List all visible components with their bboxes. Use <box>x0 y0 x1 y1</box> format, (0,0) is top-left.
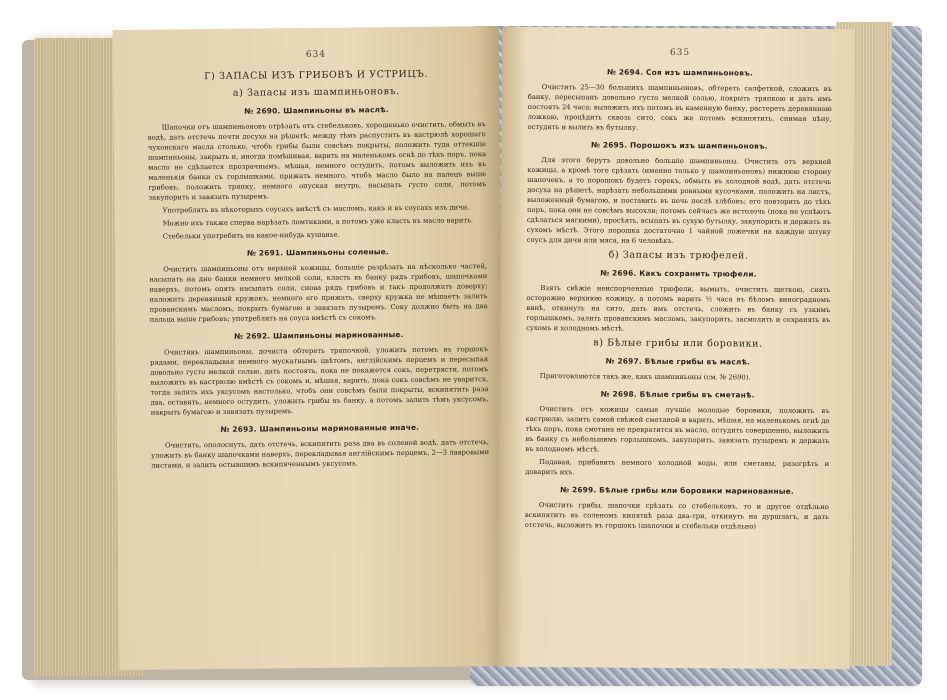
recipe-title: № 2693. Шампиньоны маринованные иначе. <box>220 422 420 434</box>
recipe-title: № 2696. Какъ сохранить трюфели. <box>600 268 757 279</box>
recipe-paragraph: Взять свѣжіе неиспорченные трюфели, вымыть, очистить щеткою, снять осторожно верхнюю кожицу, а потомъ варить ½ часа въ бѣломъ виноградномъ винѣ, откинуть на сито, дать имъ отстечь, сложить въ банку съ узкимъ горлышкомъ, залить прованскимъ масломъ, закупорить, засмолить и сохранять въ сухомъ и холодномъ мѣстѣ. <box>526 284 831 333</box>
recipe-paragraph: Подавая, прибавить немного холодной воды, или сметаны, разогрѣть и доварить ихъ. <box>525 458 830 477</box>
recipe-paragraph: Очистивъ шампиньоны, дочиста обтереть тряпочкой, уложить потомъ въ горшокъ рядами, перекладывая немного мускатнымъ цвѣтомъ, англійскимъ перцемъ и пересыпая довольно густо мелкой солью, дать постоять, пока не покажется сокъ, перетрясти, потомъ выложить въ кастрюлю вмѣстѣ съ сокомъ и, мѣшая, варить, пока сокъ совсѣмъ не уварится, тогда залить ихъ уксусомъ настолько, чтобъ они совсѣмъ были покрыты, вскипятить раза два, оставить, немного остудить, уложить грибы въ банку, а потомъ залить тѣмъ уксусомъ, накрыть бумагою и завязать пузыремъ. <box>150 345 489 417</box>
recipe-paragraph: Очистить 25—30 большихъ шампиньоновъ, обтереть салфеткой, сложить въ банку, пересыпанъ довольно густо мелкой солью, покрыть тряпкою и дать имъ постоять 24 часа; выложить ихъ потомъ въ каменную банку, растереть деревянною ложкою, процѣдить сквозь сито, сокъ же потомъ вскипятить, снимая пѣну, остудить и вылить въ бутылку. <box>527 83 832 132</box>
right-page <box>498 27 854 669</box>
recipe-paragraph: Стебельки употребить на какое-нибудь кушанье. <box>162 230 340 241</box>
recipe-title: № 2699. Бѣлые грибы или боровики маринованные. <box>560 485 794 496</box>
recipe-title: № 2697. Бѣлые грибы въ маслѣ. <box>605 356 751 367</box>
page-number: 635 <box>669 47 691 59</box>
recipe-title: № 2690. Шампиньоны въ маслѣ. <box>244 105 389 116</box>
recipe-title: № 2691. Шампиньоны соленые. <box>246 247 390 258</box>
chapter-heading: Г) ЗАПАСЫ ИЗЪ ГРИБОВЪ И УСТРИЦЪ. <box>204 68 429 83</box>
page-number: 634 <box>305 49 327 61</box>
section-heading: в) Бѣлые грибы или боровики. <box>593 337 763 350</box>
recipe-paragraph: Шапочки отъ шампиньоновъ отрѣзать отъ стебельковъ, хорошенько очистить, обмыть въ водѣ, дать отстечь почти досуха на рѣшетѣ; между тѣмъ распустить въ кастрюлѣ хорошаго чухонскаго масла столько, чтобъ грибы были совсѣмъ покрыты, положить туда оттекшіе шампиньоны, закрыть и, иногда помѣшивая, варить на маленькомъ огнѣ до тѣхъ поръ, пока масло не сдѣлается прозрачнымъ, мѣшая, немного остудить, потомъ выложить ихъ въ маленькія банки съ горлышками, прижать немного, чтобъ масло было на палецъ выше грибовъ, положить тряпку, немного опуская внутрь, насыпать густо соли, потомъ закупорить и завязать пузыремъ. <box>147 120 487 202</box>
recipe-paragraph: Очистить отъ кожицы самые лучшіе молодые боровики, положить въ кастрюлю, залить самой свѣжей сметаной и варить, мѣшая, на маленькомъ огнѣ до тѣхъ поръ, пока сметана не превратится въ масло, остудить совершенно, выложить въ банку съ небольшимъ горлышкомъ, закупорить, завязать пузыремъ и держать въ холодномъ мѣстѣ. <box>525 405 830 454</box>
recipe-paragraph: Можно ихъ также сперва нарѣзать ломтиками, а потомъ уже класть въ масло варить. <box>162 216 474 228</box>
recipe-title: № 2698. Бѣлые грибы въ сметанѣ. <box>600 389 755 400</box>
recipe-paragraph: Для этого берутъ довольно большіе шампиньоны. Очистить отъ верхней кожицы, а кромѣ того срѣзать (именно только у шампиньоновъ) нижнюю сторону шапочекъ, а то порошокъ будетъ горекъ, обмыть въ холодной водѣ, дать отстечь досуха на рѣшетѣ, нарѣзать небольшими ровными кусочками, положить на листъ, выложенный бумагою, и поставить въ печь послѣ хлѣбовъ; его повторить до тѣхъ поръ, пока они не совсѣмъ высохли; потомъ сейчасъ же истолочь (пока не успѣютъ сдѣлаться мягкими), просѣять, всыпать въ сухую бутылку, закупорить и держать въ сухомъ мѣстѣ. Этого порошка достаточно 1 чайной ложечки на каждую штуку соусъ для дичи или мяса, на 6 человѣкъ. <box>526 156 832 245</box>
left-page <box>113 26 506 670</box>
section-heading: б) Запасы изъ трюфелей. <box>608 249 749 262</box>
recipe-paragraph: Очистить, ополоснуть, дать отстечь, вскипятить раза два въ соленой водѣ, дать отстечь, уложить въ банку шапочками наверхъ, перекладывая англійскимъ перцемъ, 2—3 лавровыми листами, и залить остывшимъ вскипяченнымъ уксусомъ. <box>151 438 490 470</box>
recipe-title: № 2694. Соя изъ шампиньоновъ. <box>606 67 753 78</box>
recipe-title: № 2695. Порошокъ изъ шампиньоновъ. <box>590 140 768 151</box>
section-heading: а) Запасы изъ шампиньоновъ. <box>232 86 400 99</box>
recipe-title: № 2692. Шампиньоны маринованные. <box>234 330 404 341</box>
right-page-content <box>525 67 832 532</box>
recipe-paragraph: Очистить шампиньоны отъ верхней кожицы, большіе разрѣзать на нѣсколько частей, насыпать на дно банки немного мелкой соли, класть въ банку рядъ грибовъ, шапочками наверхъ, потомъ опять насыпать соли, снова рядъ грибовъ и такъ продолжать доверху; наложить деревянный кружокъ, немного его прижать, сверху кружка не мѣшаетъ залить прованскимъ масломъ, покрыть бумагою и завязать пузыремъ. Соку должно быть на два пальца выше грибовъ; употреблять на соуса вмѣстѣ съ сокомъ. <box>149 262 488 324</box>
recipe-paragraph: Приготовляются такъ же, какъ шампиньоны (см. № 2690). <box>539 372 751 382</box>
recipe-paragraph: Употреблять въ нѣкоторыхъ соусахъ вмѣстѣ съ масломъ, какъ и въ соусахъ изъ дичи. <box>162 203 470 215</box>
recipe-paragraph: Очистить грибы, шапочки срѣзать со стебельковъ, то и другое отдѣльно вскипятить въ соленомъ кипяткѣ раза два-три, откинуть на дуршлагъ, и дать отстечь, выложить въ горшокъ (шапочки и стебельки отдѣльно) <box>524 501 829 531</box>
left-page-content <box>147 104 489 471</box>
